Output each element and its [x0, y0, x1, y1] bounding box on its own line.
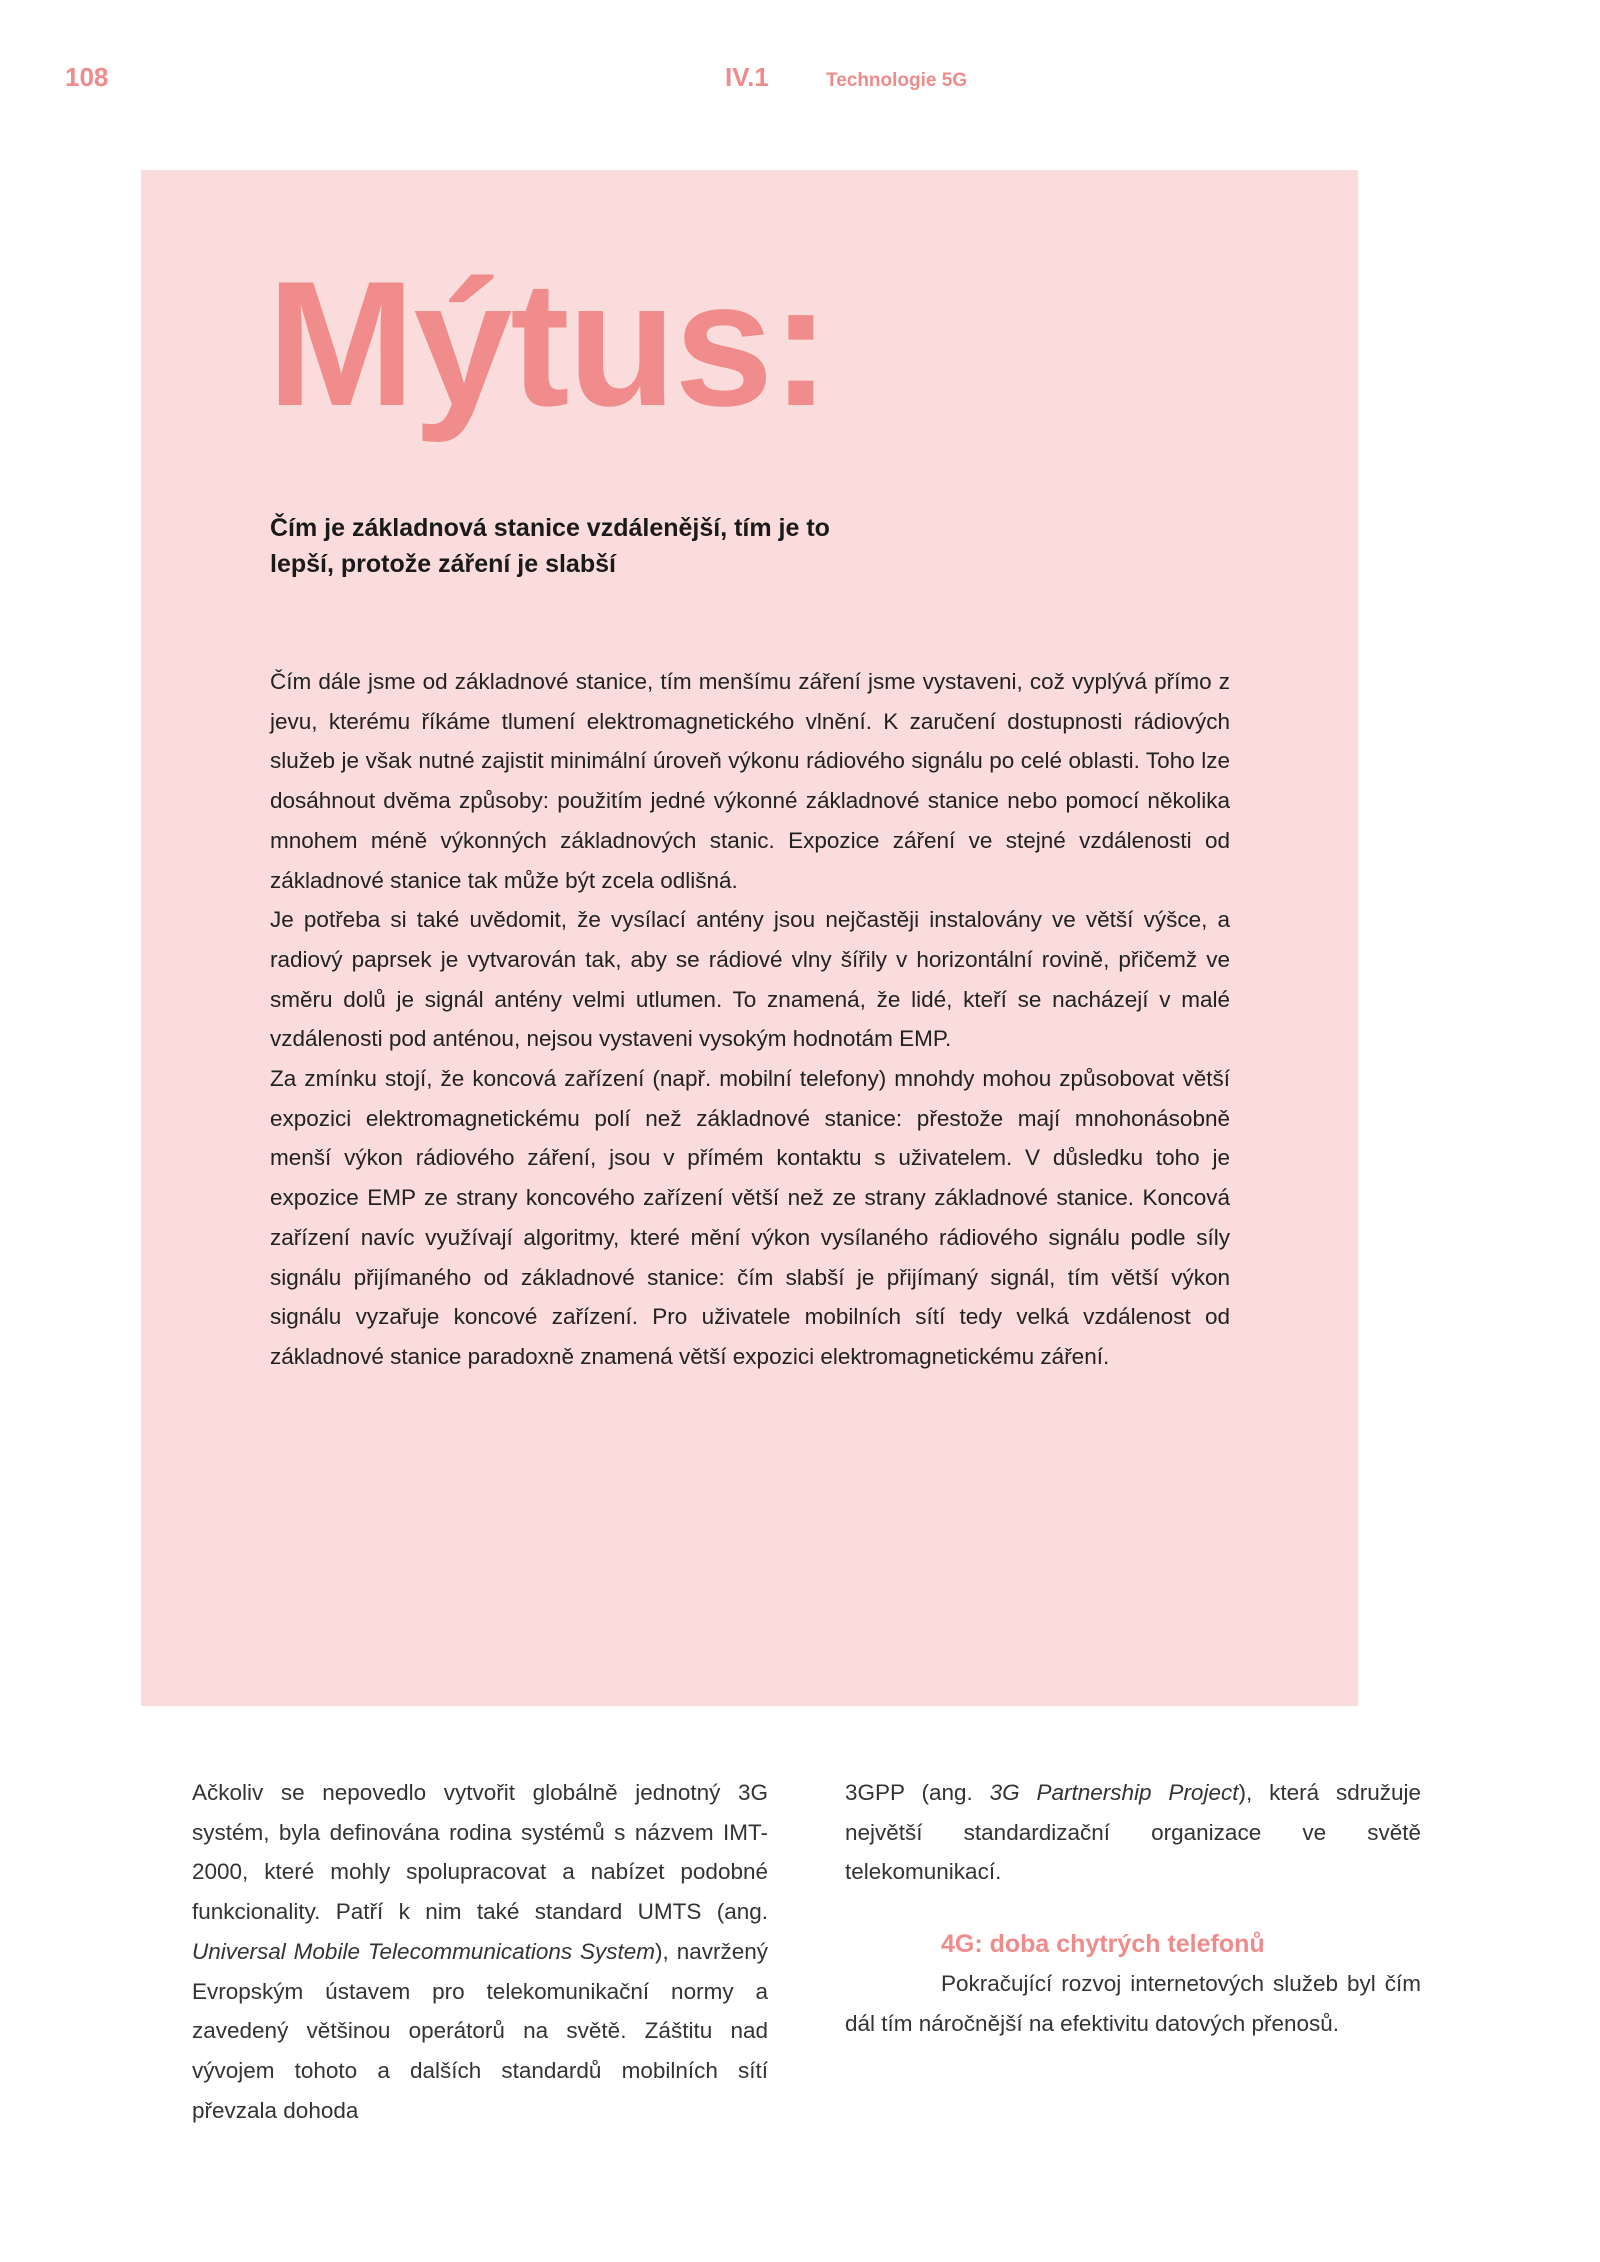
right-text-2: ), která sdružuje největší standardizační organizace ve světě telekomunikací.: [845, 1780, 1421, 1885]
left-text-1: Ačkoliv se nepovedlo vytvořit globálně jednotný 3G systém, byla definována rodina systémů s názvem IMT-2000, které mohly spolupracovat a nabízet podobné funkcionality. Patří k nim také standard UMTS (ang.: [192, 1780, 768, 1925]
right-term-3gpp: 3G Partnership Project: [989, 1780, 1239, 1805]
myth-paragraph: Za zmínku stojí, že koncová zařízení (např. mobilní telefony) mnohdy mohou způsobovat větší expozici elektromagnetickému polí než základnové stanice: přestože mají mnohonásobně menší výkon rádiového záření, jsou v přímém kontaktu s uživatelem. V důsledku toho je expozice EMP ze strany koncového zařízení větší než ze strany základnové stanice. Koncová zařízení navíc využívají algoritmy, které mění výkon vysílaného rádiového signálu podle síly signálu přijímaného od základnové stanice: čím slabší je přijímaný signál, tím větší výkon signálu vyzařuje koncové zařízení. Pro uživatele mobilních sítí tedy velká vzdálenost od základnové stanice paradoxně znamená větší expozici elektromagnetickému záření.: [270, 1066, 1230, 1369]
myth-claim: Čím je základnová stanice vzdálenější, tím je to lepší, protože záření je slabší: [270, 514, 830, 578]
chapter-number: IV.1: [725, 62, 769, 92]
myth-paragraph: Je potřeba si také uvědomit, že vysílací antény jsou nejčastěji instalovány ve větší výšce, a radiový paprsek je vytvarován tak, aby se rádiové vlny šířily v horizontální rovině, přičemž ve směru dolů je signál antény velmi utlumen. To znamená, že lidé, kteří se nacházejí v malé vzdálenosti pod anténou, nejsou vystaveni vysokým hodnotám EMP.: [270, 907, 1230, 1052]
left-text-2: ), navržený Evropským ústavem pro telekomunikační normy a zavedený většinou operátorů na světě. Záštitu nad vývojem tohoto a dalších standardů mobilních sítí převzala dohoda: [192, 1938, 768, 2123]
left-term-umts: Universal Mobile Telecommunications System: [192, 1938, 656, 1964]
page-header: [0, 62, 1600, 102]
myth-box: [141, 170, 1358, 1706]
section-paragraph-4g: Pokračující rozvoj internetových služeb byl čím dál tím náročnější na efektivitu datových přenosů.: [845, 1971, 1421, 2036]
myth-body: [270, 662, 1230, 1377]
myth-heading: Mýtus:: [267, 244, 829, 443]
section-heading-4g: 4G: doba chytrých telefonů: [941, 1930, 1265, 1959]
right-column-paragraph: [845, 1773, 1421, 1892]
right-text-1: 3GPP (ang.: [845, 1780, 990, 1805]
chapter-title: Technologie 5G: [826, 70, 968, 91]
right-column: [845, 1773, 1421, 2044]
myth-paragraph: Čím dále jsme od základnové stanice, tím menšímu záření jsme vystaveni, což vyplývá přímo z jevu, kterému říkáme tlumení elektromagnetického vlnění. K zaručení dostupnosti rádiových služeb je však nutné zajistit minimální úroveň výkonu rádiového signálu po celé oblasti. Toho lze dosáhnout dvěma způsoby: použitím jedné výkonné základnové stanice nebo pomocí několika mnohem méně výkonných základnových stanic. Expozice záření ve stejné vzdálenosti od základnové stanice tak může být zcela odlišná.: [270, 669, 1230, 893]
left-column: [192, 1773, 768, 2130]
left-column-paragraph: [192, 1773, 768, 2130]
page-number: 108: [65, 62, 109, 92]
